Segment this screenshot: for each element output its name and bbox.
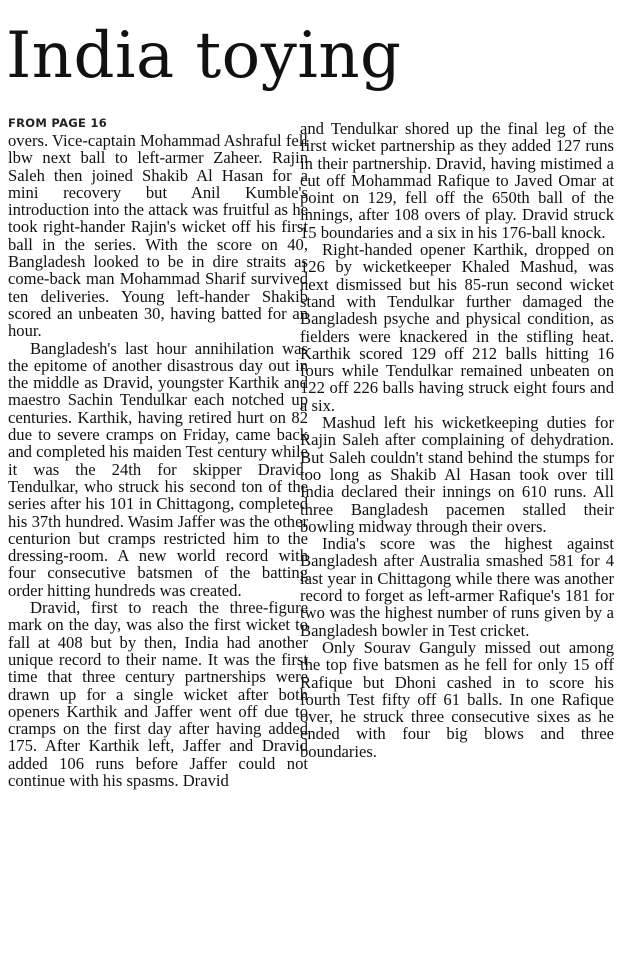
continued-from-kicker: FROM PAGE 16 <box>8 116 108 130</box>
paragraph-7: India's score was the highest against Bangladesh after Australia smashed 581 for 4 last year in Chittagong while there was another record to forget as left-armer Rafique's 181 for two was the highest number of runs given by a Bangladesh bowler in Test cricket. <box>300 534 614 640</box>
paragraph-2: Bangladesh's last hour annihilation was the epitome of another disastrous day out in the middle as Dravid, youngster Karthik and maestro Sachin Tendulkar each notched up centuries. Karthik, having retired hurt on 82 due to severe cramps on Friday, came back and completed his maiden Test century while it was the 24th for skipper Dravid. Tendulkar, who struck his second ton of the series after his 101 in Chittagong, completed his 37th hundred. Wasim Jaffer was the other centurion but cramps restricted him to the dressing-room. A new world record with four consecutive batsmen of the batting order hitting hundreds was created. <box>8 338 308 600</box>
paragraph-4: and Tendulkar shored up the final leg of the first wicket partnership as they added 127 runs in their partnership. Dravid, having mistimed a cut off Mohammad Rafique to Javed Omar at point on 129, fell off the 650th ball of the innings, after 108 overs of play. Dravid struck 15 boundaries and a six in his 176-ball knock. <box>300 119 614 242</box>
right-column <box>300 120 614 760</box>
left-column <box>8 116 308 789</box>
paragraph-6: Mashud left his wicketkeeping duties for Rajin Saleh after complaining of dehydration. But Saleh couldn't stand behind the stumps for too long as Shakib Al Hasan took over till India declared their innings on 610 runs. All three Bangladesh pacemen stalled their bowling midway through their overs. <box>300 413 614 536</box>
paragraph-1: overs. Vice-captain Mohammad Ashraful fell lbw next ball to left-armer Zaheer. Rajin Saleh then joined Shakib Al Hasan for a mini recovery but Anil Kumble's introduction into the attack was fruitful as he took right-hander Rajin's wicket off his first ball in the series. With the score on 40, Bangladesh looked to be in dire straits as come-back man Mohammad Sharif survived ten deliveries. Young left-hander Shakib scored an unbeaten 30, having batted for an hour. <box>8 131 308 341</box>
headline: India toying <box>6 19 402 93</box>
paragraph-5: Right-handed opener Karthik, dropped on 126 by wicketkeeper Khaled Mashud, was next dismissed but his 85-run second wicket stand with Tendulkar further damaged the Bangladesh psyche and physical condition, as fielders were knackered in the stifling heat. Karthik scored 129 off 212 balls hitting 16 fours while Tendulkar remained unbeaten on 122 off 226 balls having struck eight fours and a six. <box>300 240 614 415</box>
paragraph-8: Only Sourav Ganguly missed out among the top five batsmen as he fell for only 15 off Rafique but Dhoni cashed in to score his fourth Test fifty off 61 balls. In one Rafique over, he struck three consecutive sixes as he ended with four big blows and three boundaries. <box>300 637 614 761</box>
paragraph-3: Dravid, first to reach the three-figure mark on the day, was also the first wicket to fall at 408 but by then, India had another unique record to their name. It was the first time that three century partnerships were drawn up for a single wicket after both openers Karthik and Jaffer went off due to cramps on the first day after having added 175. After Karthik left, Jaffer and Dravid added 106 runs before Jaffer could not continue with his spasms. Dravid <box>8 598 308 790</box>
